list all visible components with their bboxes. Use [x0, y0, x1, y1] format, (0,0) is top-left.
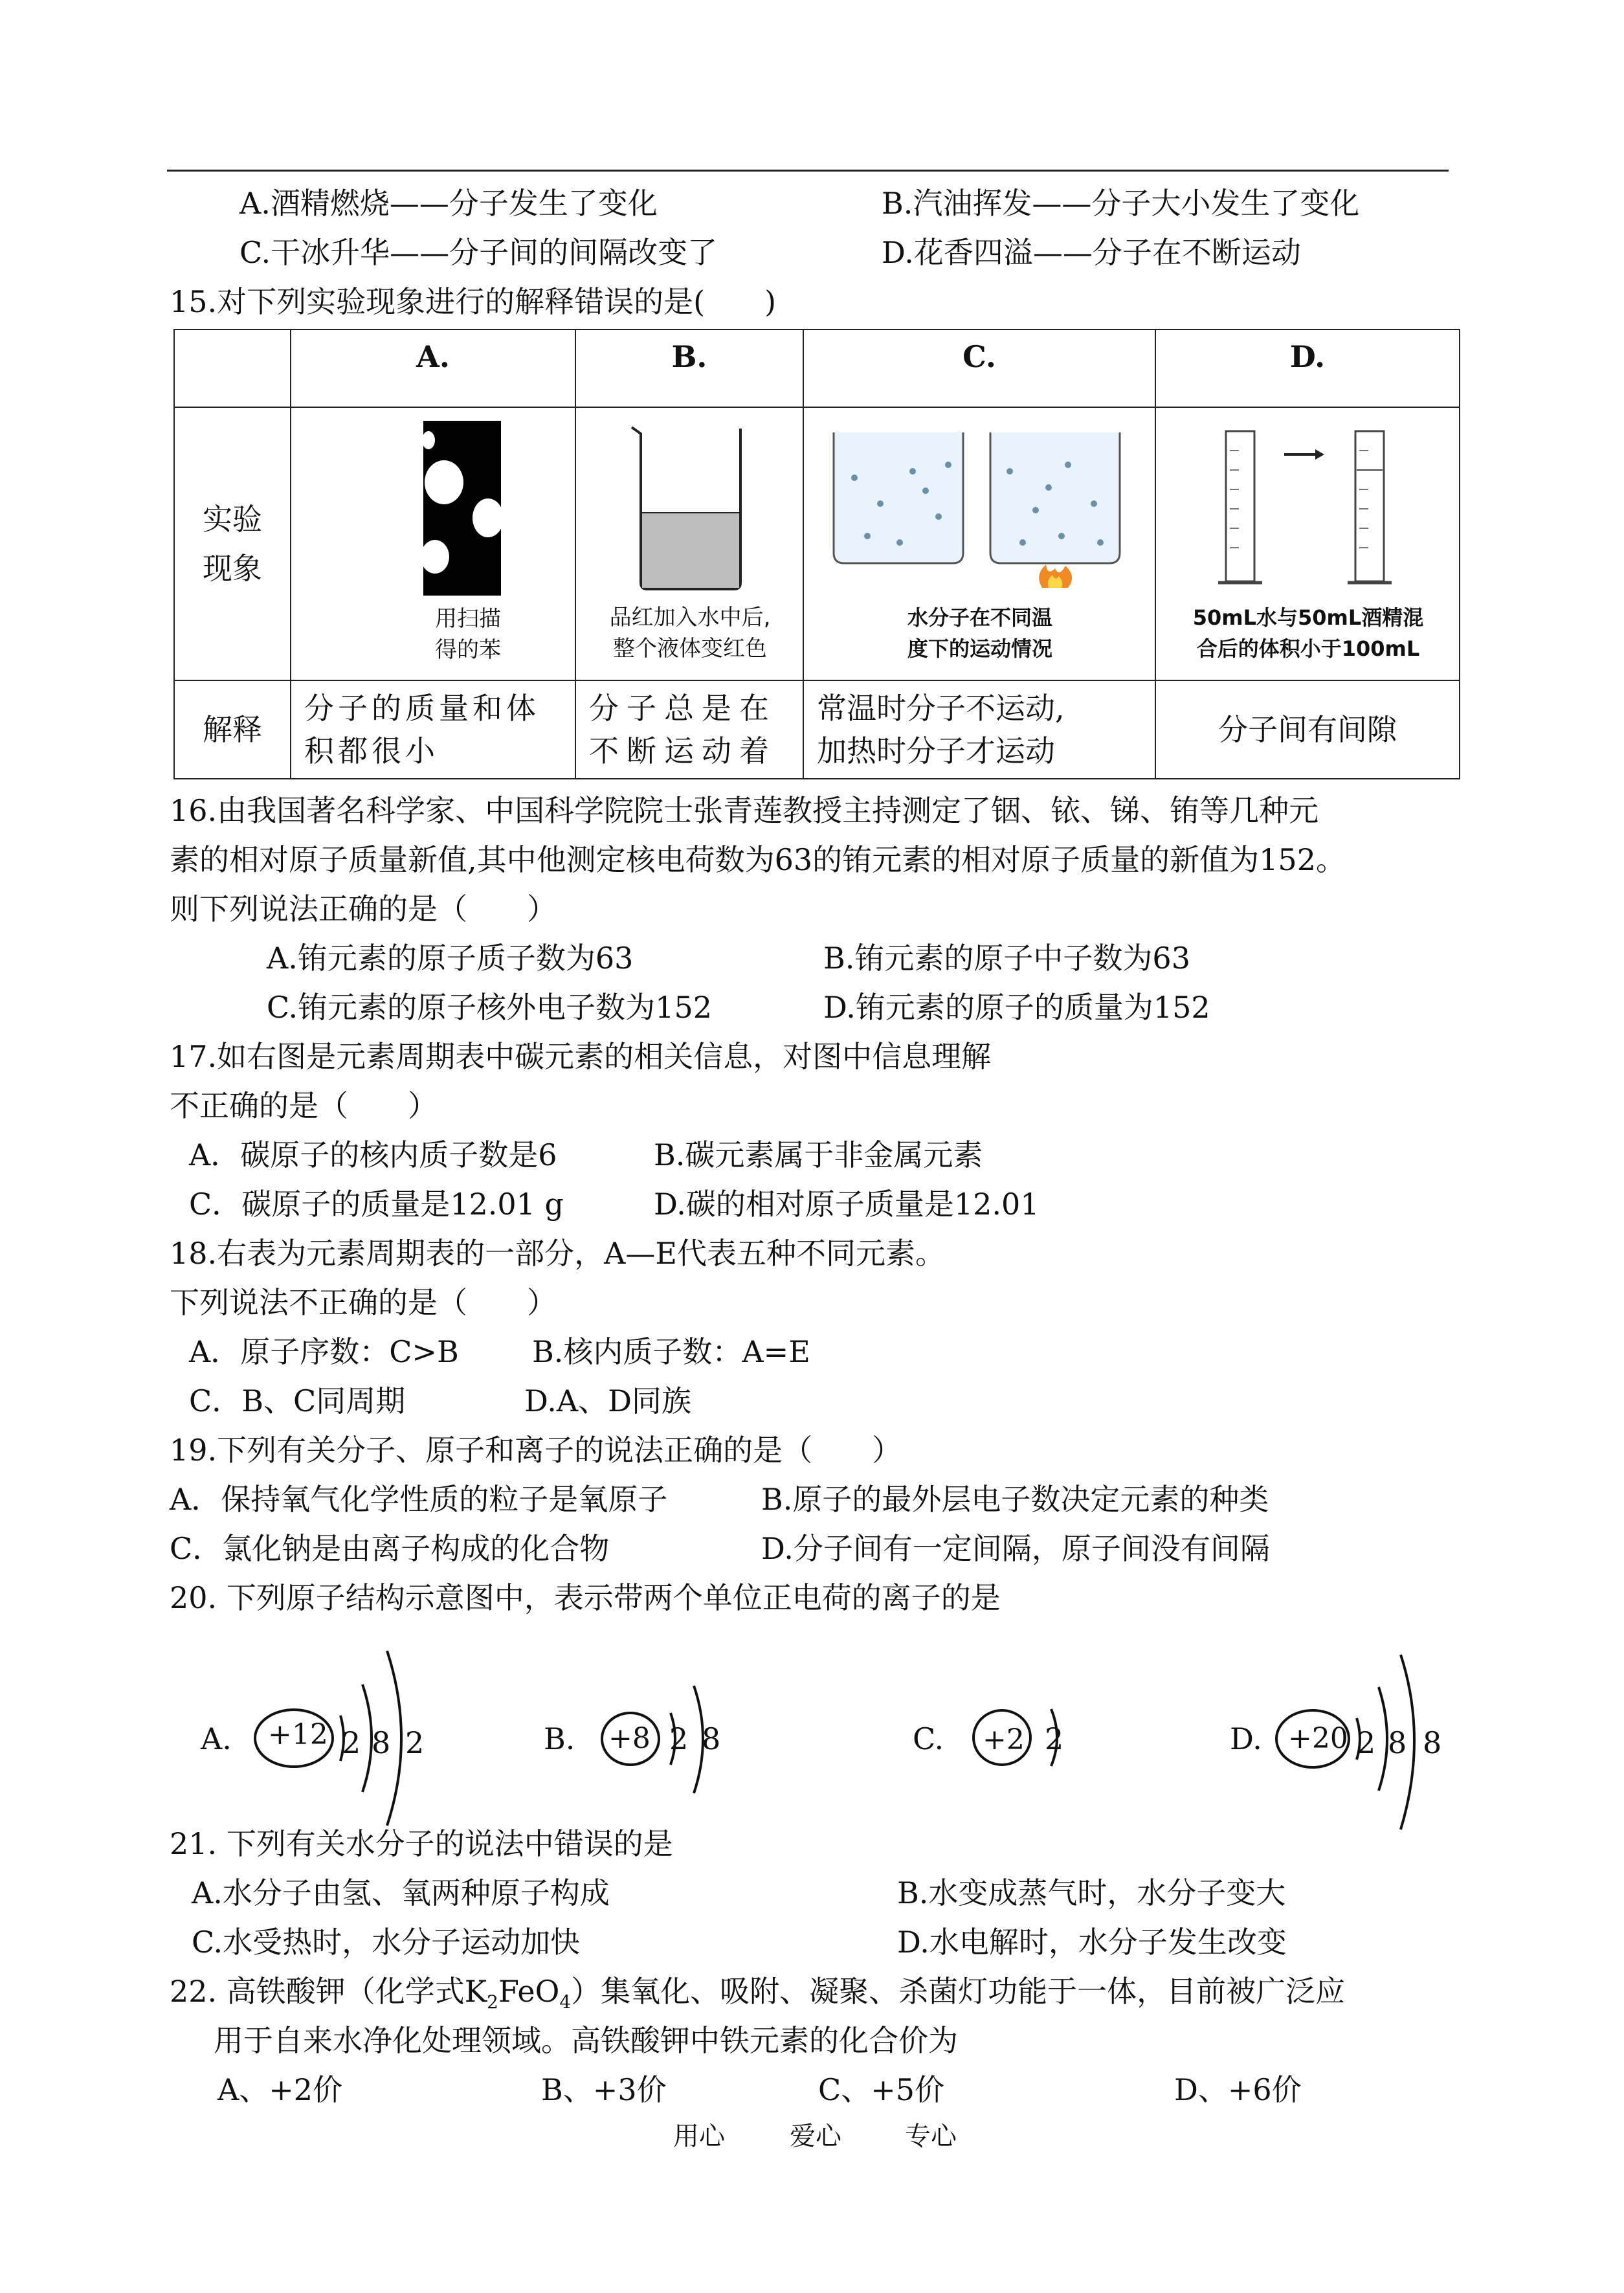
ion-b-shell-2: 8 [702, 1721, 721, 1756]
q15-cell-b [575, 407, 803, 680]
q15-cell-a [291, 407, 575, 680]
q15-explanation-b: 分子总是在不断运动着 [575, 680, 803, 779]
q15-a-caption-1: 用扫描 [435, 606, 501, 632]
q15-explanation-row [174, 680, 1460, 779]
ion-b-label: B. [544, 1721, 575, 1756]
q18-stem-2: 下列说法不正确的是（ ） [170, 1285, 557, 1320]
q14-option-d: D.花香四溢——分子在不断运动 [882, 235, 1301, 270]
q14-option-b: B.汽油挥发——分子大小发生了变化 [882, 186, 1360, 221]
q19-option-b: B.原子的最外层电子数决定元素的种类 [761, 1482, 1269, 1517]
ion-d-shell-3: 8 [1423, 1725, 1442, 1760]
q16-stem-1: 16.由我国著名科学家、中国科学院院士张青莲教授主持测定了铟、铱、锑、铕等几种元 [170, 793, 1319, 828]
ion-a-label: A. [201, 1721, 232, 1756]
q15-phenomenon-label: 实验 现象 [174, 407, 291, 680]
ion-d-shell-1: 2 [1357, 1725, 1376, 1760]
q16-stem-3: 则下列说法正确的是（ ） [170, 891, 557, 926]
q17-option-d: D.碳的相对原子质量是12.01 [654, 1187, 1040, 1222]
water-molecules-image [829, 426, 1133, 588]
ion-a-shell-2: 8 [372, 1725, 391, 1760]
beaker-icon [629, 422, 752, 592]
q17-option-c: C．碳原子的质量是12.01 g [189, 1187, 564, 1222]
q21-option-d: D.水电解时，水分子发生改变 [897, 1925, 1287, 1960]
ion-d-nucleus: +20 [1288, 1722, 1348, 1755]
q18-option-b: B.核内质子数：A=E [532, 1334, 810, 1369]
q19-stem: 19.下列有关分子、原子和离子的说法正确的是（ ） [170, 1433, 902, 1468]
q15-d-caption-2: 合后的体积小于100mL [1196, 636, 1420, 661]
q17-stem-2: 不正确的是（ ） [170, 1088, 438, 1123]
ion-a-nucleus: +12 [268, 1718, 328, 1751]
q21-option-b: B.水变成蒸气时，水分子变大 [897, 1875, 1286, 1910]
q15-header-row [174, 330, 1460, 407]
footer-text-3: 专心 [905, 2121, 957, 2151]
q22-stem-1: 22. 高铁酸钾（化学式$K_2FeO_4$）集氧化、吸附、凝聚、杀菌灯功能于一体，目前被广泛应 [170, 1974, 1346, 2013]
ion-diagram-c [913, 1670, 1081, 1800]
q15-cell-d [1155, 407, 1460, 680]
ion-diagram-d [1230, 1651, 1463, 1839]
q15-header-a: A. [291, 330, 575, 407]
q18-stem-1: 18.右表为元素周期表的一部分，A—E代表五种不同元素。 [170, 1236, 945, 1271]
q15-explanation-a: 分子的质量和体积都很小 [291, 680, 575, 779]
q20-stem: 20. 下列原子结构示意图中，表示带两个单位正电荷的离子的是 [170, 1580, 1001, 1615]
stm-image [423, 421, 501, 596]
q16-option-a: A.铕元素的原子质子数为63 [267, 941, 634, 976]
q21-option-a: A.水分子由氢、氧两种原子构成 [192, 1875, 610, 1910]
ion-c-shell-1: 2 [1045, 1721, 1064, 1756]
ion-a-shell-3: 2 [405, 1725, 425, 1760]
q18-option-c: C．B、C同周期 [189, 1383, 406, 1418]
q16-option-d: D.铕元素的原子的质量为152 [823, 990, 1210, 1025]
q22-option-d: D、+6价 [1174, 2072, 1302, 2107]
q15-header-empty [174, 330, 291, 407]
q15-d-caption-1: 50mL水与50mL酒精混 [1192, 605, 1424, 630]
q14-option-c: C.干冰升华——分子间的间隔改变了 [239, 235, 718, 270]
q15-explanation-label: 解释 [174, 680, 291, 779]
q17-option-b: B.碳元素属于非金属元素 [654, 1137, 983, 1172]
q22-option-b: B、+3价 [541, 2072, 667, 2107]
footer-text-1: 用心 [673, 2121, 725, 2151]
q16-stem-2: 素的相对原子质量新值,其中他测定核电荷数为63的铕元素的相对原子质量的新值为152。 [170, 842, 1346, 877]
ion-a-shell-1: 2 [342, 1725, 361, 1760]
q18-option-d: D.A、D同族 [524, 1383, 691, 1418]
q16-option-c: C.铕元素的原子核外电子数为152 [267, 990, 712, 1025]
ion-diagram-b [544, 1670, 751, 1813]
chemical-formula: $K_2FeO_4$ [464, 1974, 572, 2013]
q15-stem: 15.对下列实验现象进行的解释错误的是( ) [170, 284, 777, 319]
ion-c-nucleus: +2 [983, 1723, 1025, 1756]
q22-stem-2: 用于自来水净化处理领域。高铁酸钾中铁元素的化合价为 [214, 2023, 958, 2058]
q15-c-caption-1: 水分子在不同温 [907, 605, 1052, 630]
q22-option-a: A、+2价 [217, 2072, 343, 2107]
ion-diagram-a [201, 1644, 473, 1832]
q15-header-c: C. [803, 330, 1155, 407]
q15-explanation-c: 常温时分子不运动, 加热时分子才运动 [803, 680, 1155, 779]
ion-d-label: D. [1230, 1721, 1262, 1756]
q21-stem: 21. 下列有关水分子的说法中错误的是 [170, 1826, 673, 1861]
q14-option-a: A.酒精燃烧——分子发生了变化 [239, 186, 658, 221]
q15-c-caption-2: 度下的运动情况 [907, 636, 1052, 661]
q15-explanation-d: 分子间有间隙 [1155, 680, 1460, 779]
q18-option-a: A．原子序数：C>B [189, 1334, 459, 1369]
q15-header-d: D. [1155, 330, 1460, 407]
ion-b-shell-1: 2 [669, 1721, 689, 1756]
q19-option-d: D.分子间有一定间隔，原子间没有间隔 [761, 1531, 1270, 1566]
q15-b-caption-2: 整个液体变红色 [613, 636, 767, 662]
q17-stem-1: 17.如右图是元素周期表中碳元素的相关信息，对图中信息理解 [170, 1039, 992, 1074]
q15-a-caption-2: 得的苯 [435, 637, 501, 663]
q15-b-caption-1: 品红加入水中后, [609, 605, 771, 631]
header-rule [167, 170, 1449, 172]
q15-cell-c [803, 407, 1155, 680]
footer-text-2: 爱心 [790, 2121, 841, 2151]
q22-option-c: C、+5价 [818, 2072, 945, 2107]
q19-option-c: C．氯化钠是由离子构成的化合物 [170, 1531, 610, 1566]
q21-option-c: C.水受热时，水分子运动加快 [192, 1925, 581, 1960]
q19-option-a: A．保持氧气化学性质的粒子是氧原子 [170, 1482, 668, 1517]
q16-option-b: B.铕元素的原子中子数为63 [823, 941, 1190, 976]
q15-phenomenon-row [174, 407, 1460, 680]
q17-option-a: A．碳原子的核内质子数是6 [189, 1137, 557, 1172]
q15-table [173, 329, 1460, 779]
ion-c-label: C. [913, 1721, 944, 1756]
q15-header-b: B. [575, 330, 803, 407]
ion-b-nucleus: +8 [608, 1722, 651, 1755]
ion-d-shell-2: 8 [1388, 1725, 1407, 1760]
graduated-cylinders-icon [1212, 425, 1406, 593]
